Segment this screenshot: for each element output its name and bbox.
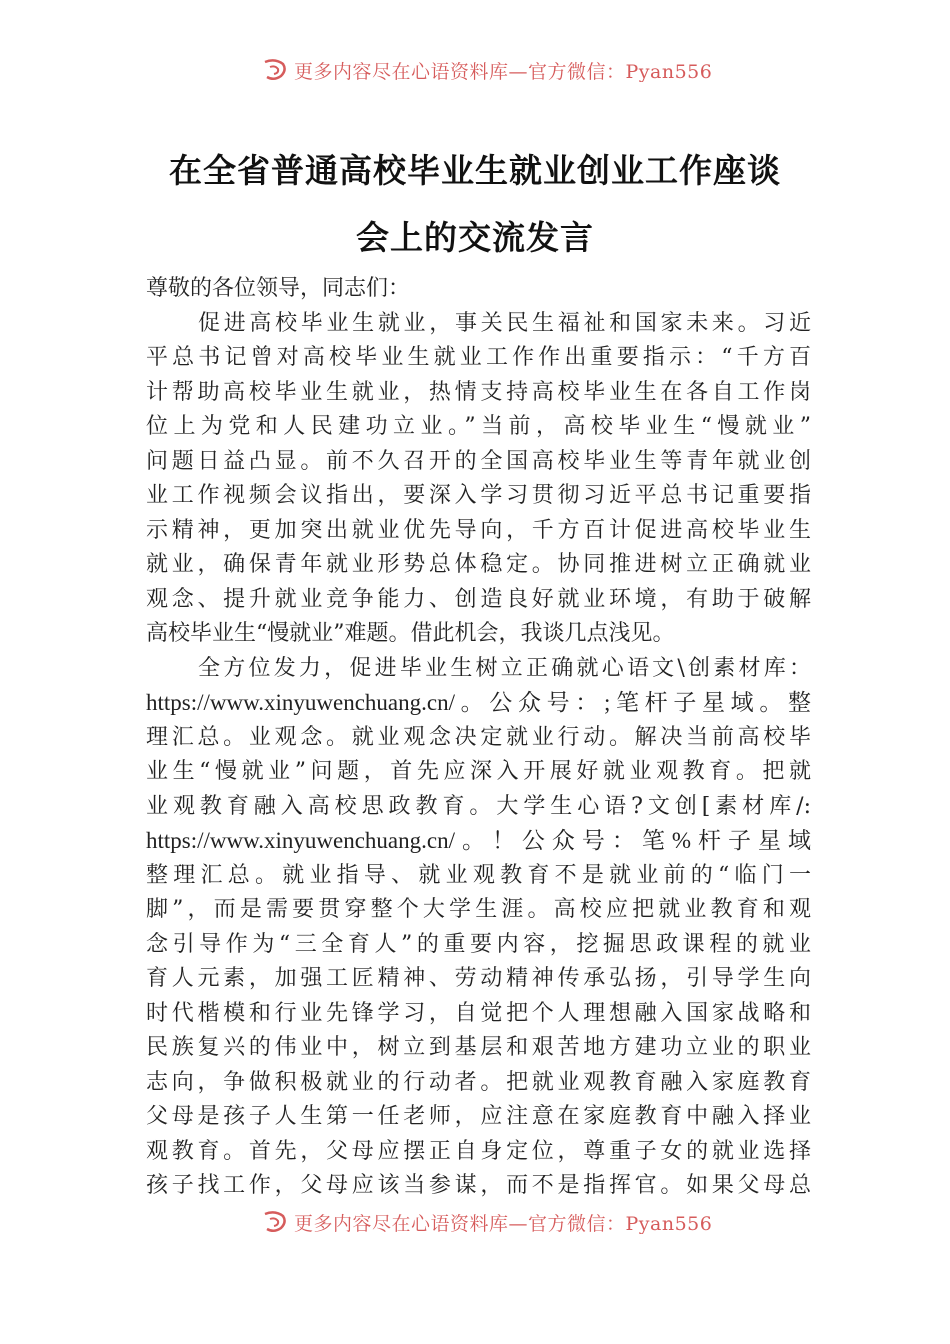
paragraph-1-line: 高校毕业生“慢就业”难题。借此机会，我谈几点浅见。 bbox=[146, 621, 675, 646]
paragraph-2-line: 父母是孩子人生第一任老师，应注意在家庭教育中融入择业 bbox=[146, 1104, 811, 1129]
paragraph-1-line: 促进高校毕业生就业，事关民生福祉和国家未来。习近 bbox=[198, 310, 811, 336]
paragraph-1-line: 平总书记曾对高校毕业生就业工作作出重要指示：“千方百 bbox=[146, 345, 811, 370]
paragraph-2-line: 民族复兴的伟业中，树立到基层和艰苦地方建功立业的职业 bbox=[146, 1035, 811, 1060]
paragraph-2-line: 孩子找工作，父母应该当参谋，而不是指挥官。如果父母总 bbox=[146, 1173, 811, 1198]
paragraph-2-line: https://www.xinyuwenchuang.cn/。！公众号：笔%杆子星域 bbox=[146, 828, 811, 853]
watermark-logo-icon bbox=[262, 58, 288, 82]
watermark-text: 更多内容尽在心语资料库—官方微信：Pyan556 bbox=[294, 1212, 713, 1234]
paragraph-2-line: 时代楷模和行业先锋学习，自觉把个人理想融入国家战略和 bbox=[146, 1000, 811, 1026]
watermark-footer bbox=[0, 1204, 950, 1234]
paragraph-2-line: 全方位发力，促进毕业生树立正确就心语文\创素材库： bbox=[198, 655, 811, 681]
paragraph-1-line: 位上为党和人民建功立业。”当前，高校毕业生“慢就业” bbox=[146, 414, 811, 439]
paragraph-1-line: 示精神，更加突出就业优先导向，千方百计促进高校毕业生 bbox=[146, 517, 811, 543]
watermark-header bbox=[0, 52, 950, 82]
document-title-line-2: 会上的交流发言 bbox=[356, 218, 594, 257]
watermark-logo-icon bbox=[262, 1210, 288, 1234]
paragraph-2-line: 观教育。首先，父母应摆正自身定位，尊重子女的就业选择 bbox=[146, 1138, 811, 1164]
paragraph-2-line: https://www.xinyuwenchuang.cn/。公众号：;笔杆子星域。整 bbox=[146, 690, 811, 715]
paragraph-2-line: 育人元素，加强工匠精神、劳动精神传承弘扬，引导学生向 bbox=[146, 966, 811, 991]
paragraph-1-line: 业工作视频会议指出，要深入学习贯彻习近平总书记重要指 bbox=[146, 483, 811, 508]
paragraph-2-line: 业生“慢就业”问题，首先应深入开展好就业观教育。把就 bbox=[146, 759, 811, 784]
paragraph-1-line: 计帮助高校毕业生就业，热情支持高校毕业生在各自工作岗 bbox=[146, 379, 811, 405]
paragraph-2-line: 脚”，而是需要贯穿整个大学生涯。高校应把就业教育和观 bbox=[146, 897, 811, 922]
watermark-text: 更多内容尽在心语资料库—官方微信：Pyan556 bbox=[294, 60, 713, 82]
paragraph-1-line: 问题日益凸显。前不久召开的全国高校毕业生等青年就业创 bbox=[146, 448, 811, 474]
paragraph-2-line: 业观教育融入高校思政教育。大学生心语?文创[素材库/: bbox=[146, 793, 811, 819]
document-body bbox=[146, 272, 811, 1204]
document-title-line-1: 在全省普通高校毕业生就业创业工作座谈 bbox=[169, 151, 781, 190]
paragraph-1-line: 观念、提升就业竞争能力、创造良好就业环境，有助于破解 bbox=[146, 586, 811, 612]
paragraph-2-line: 志向，争做积极就业的行动者。把就业观教育融入家庭教育 bbox=[146, 1069, 811, 1095]
paragraph-2-line: 整理汇总。就业指导、就业观教育不是就业前的“临门一 bbox=[146, 862, 811, 888]
salutation: 尊敬的各位领导，同志们： bbox=[146, 276, 411, 301]
paragraph-1-line: 就业，确保青年就业形势总体稳定。协同推进树立正确就业 bbox=[146, 552, 811, 577]
paragraph-2-line: 理汇总。业观念。就业观念决定就业行动。解决当前高校毕 bbox=[146, 724, 811, 750]
paragraph-2-line: 念引导作为“三全育人”的重要内容，挖掘思政课程的就业 bbox=[146, 931, 811, 957]
